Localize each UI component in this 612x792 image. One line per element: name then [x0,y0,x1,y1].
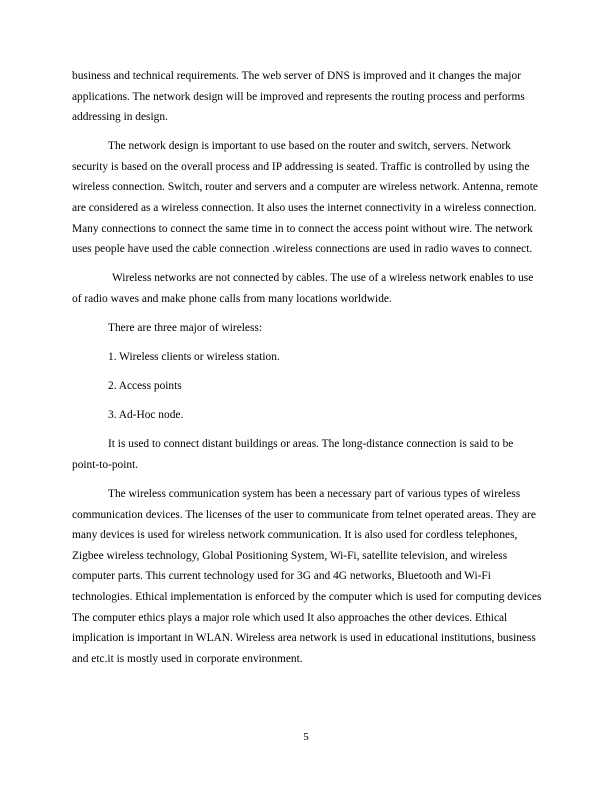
paragraph-wireless-communication: The wireless communication system has been a necessary part of various types of wireless communication devices. The licenses of the user to communicate from telnet operated areas. They are many devices is used for wireless network communication. It is also used for cordless telephones, Zigbee wireless technology, Global Positioning System, Wi-Fi, satellite television, and wireless computer parts. This current technology used for 3G and 4G networks, Bluetooth and Wi-Fi technologies. Ethical implementation is enforced by the computer which is used for computing devices The computer ethics plays a major role which used It also approaches the other devices. Ethical implication is important in WLAN. Wireless area network is used in educational institutions, business and etc.it is mostly used in corporate environment. [72,488,542,665]
list-item-wireless-clients: 1. Wireless clients or wireless station. [108,351,280,364]
paragraph-point-to-point: It is used to connect distant buildings or areas. The long-distance connection is said to be point-to-point. [72,438,514,471]
document-body [72,66,542,678]
paragraph-list-intro: There are three major of wireless: [108,322,263,335]
paragraph-network-design: The network design is important to use based on the router and switch, servers. Network security is based on the overall process and IP addressing is seated. Traffic is controlled by using the wireless connection. Switch, router and servers and a computer are wireless network. Antenna, remote are considered as a wireless connection. It also uses the internet connectivity in a wireless connection. Many connections to connect the same time in to connect the access point without wire. The network uses people have used the cable connection .wireless connections are used in radio waves to connect. [72,140,538,256]
list-item-ad-hoc-node: 3. Ad-Hoc node. [108,409,184,422]
page-number: 5 [303,731,309,743]
list-item-access-points: 2. Access points [108,380,182,393]
paragraph-continuation: business and technical requirements. The web server of DNS is improved and it changes the major applications. The network design will be improved and represents the routing process and performs addressing in design. [72,70,525,124]
paragraph-wireless-networks: Wireless networks are not connected by cables. The use of a wireless network enables to use of radio waves and make phone calls from many locations worldwide. [72,272,534,305]
